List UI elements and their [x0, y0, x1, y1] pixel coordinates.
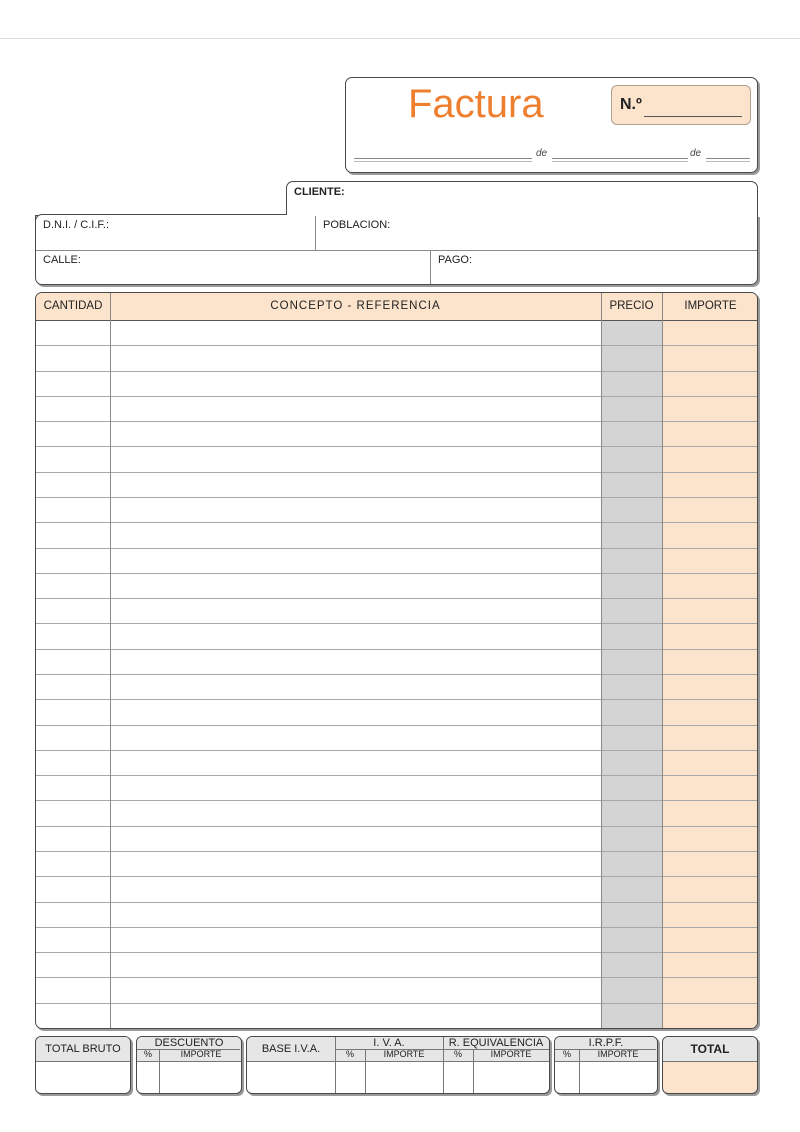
invoice-number-label: N.º: [620, 96, 642, 113]
req-importe: IMPORTE: [490, 1049, 532, 1059]
date-de-1: de: [536, 148, 548, 159]
descuento-label: DESCUENTO: [154, 1037, 224, 1049]
item-row-line: [36, 396, 758, 397]
irpf-importe: IMPORTE: [597, 1049, 639, 1059]
irpf-box[interactable]: [554, 1036, 658, 1094]
item-row-line: [36, 573, 758, 574]
item-row-line: [36, 421, 758, 422]
iva-pct: %: [345, 1049, 354, 1059]
irpf-pct: %: [562, 1049, 571, 1059]
header-importe: IMPORTE: [684, 300, 737, 312]
calle-label: CALLE:: [43, 254, 81, 266]
item-row-line: [36, 623, 758, 624]
item-row-line: [36, 750, 758, 751]
item-row-line: [36, 472, 758, 473]
iva-importe: IMPORTE: [383, 1049, 425, 1059]
total-label: TOTAL: [690, 1042, 730, 1056]
invoice-title: Factura: [408, 82, 544, 126]
item-row-line: [36, 800, 758, 801]
req-pct: %: [453, 1049, 462, 1059]
date-year-line-2: [706, 161, 750, 162]
divider-cantidad: [110, 293, 111, 1028]
descuento-importe: IMPORTE: [180, 1049, 222, 1059]
header-precio: PRECIO: [609, 300, 654, 312]
item-row-line: [36, 1003, 758, 1004]
item-row-line: [36, 902, 758, 903]
total-bruto-box[interactable]: [35, 1036, 131, 1094]
date-month-line-2: [552, 161, 688, 162]
items-table: [35, 292, 758, 1029]
date-de-2: de: [690, 148, 702, 159]
item-row-line: [36, 952, 758, 953]
invoice-number-line: [644, 116, 742, 117]
divider-precio: [662, 293, 663, 1028]
item-row-line: [36, 522, 758, 523]
total-bruto-label: TOTAL BRUTO: [45, 1043, 121, 1055]
client-name-tab[interactable]: [286, 181, 758, 217]
top-rule: [0, 38, 800, 39]
date-month-line[interactable]: [552, 158, 688, 159]
descuento-divider: [159, 1049, 160, 1093]
header-concepto: CONCEPTO - REFERENCIA: [270, 300, 441, 312]
pago-label: PAGO:: [438, 254, 473, 266]
client-row-divider: [36, 250, 757, 251]
item-row-line: [36, 699, 758, 700]
item-row-line: [36, 649, 758, 650]
base-iva-label: BASE I.V.A.: [261, 1043, 321, 1055]
item-row-line: [36, 345, 758, 346]
iva-group-box[interactable]: [246, 1036, 550, 1094]
r-equivalencia-label: R. EQUIVALENCIA: [448, 1037, 544, 1049]
row-lines: [36, 320, 758, 1028]
item-row-line: [36, 674, 758, 675]
item-row-line: [36, 826, 758, 827]
iva-label: I. V. A.: [373, 1037, 405, 1049]
divider-concepto: [601, 293, 602, 1028]
item-row-line: [36, 927, 758, 928]
item-row-line: [36, 876, 758, 877]
item-row-line: [36, 497, 758, 498]
invoice-title-box: [345, 77, 758, 173]
invoice-number-box[interactable]: [611, 85, 751, 125]
item-row-line: [36, 446, 758, 447]
item-row-line: [36, 598, 758, 599]
descuento-pct: %: [143, 1049, 152, 1059]
poblacion-label: POBLACION:: [323, 219, 391, 231]
item-row-line: [36, 775, 758, 776]
date-day-line-2: [354, 161, 532, 162]
item-row-line: [36, 977, 758, 978]
item-row-line: [36, 725, 758, 726]
total-box[interactable]: [662, 1036, 758, 1094]
header-cantidad: CANTIDAD: [43, 300, 103, 312]
date-year-line[interactable]: [706, 158, 750, 159]
irpf-label: I.R.P.F.: [588, 1037, 624, 1049]
item-row-line: [36, 371, 758, 372]
client-name-label: CLIENTE:: [294, 186, 345, 198]
item-row-line: [36, 548, 758, 549]
item-row-line: [36, 851, 758, 852]
client-divider-2: [430, 250, 431, 284]
date-day-line[interactable]: [354, 158, 532, 159]
descuento-box[interactable]: [136, 1036, 242, 1094]
client-divider-1: [315, 216, 316, 250]
dni-label: D.N.I. / C.I.F.:: [43, 219, 110, 231]
